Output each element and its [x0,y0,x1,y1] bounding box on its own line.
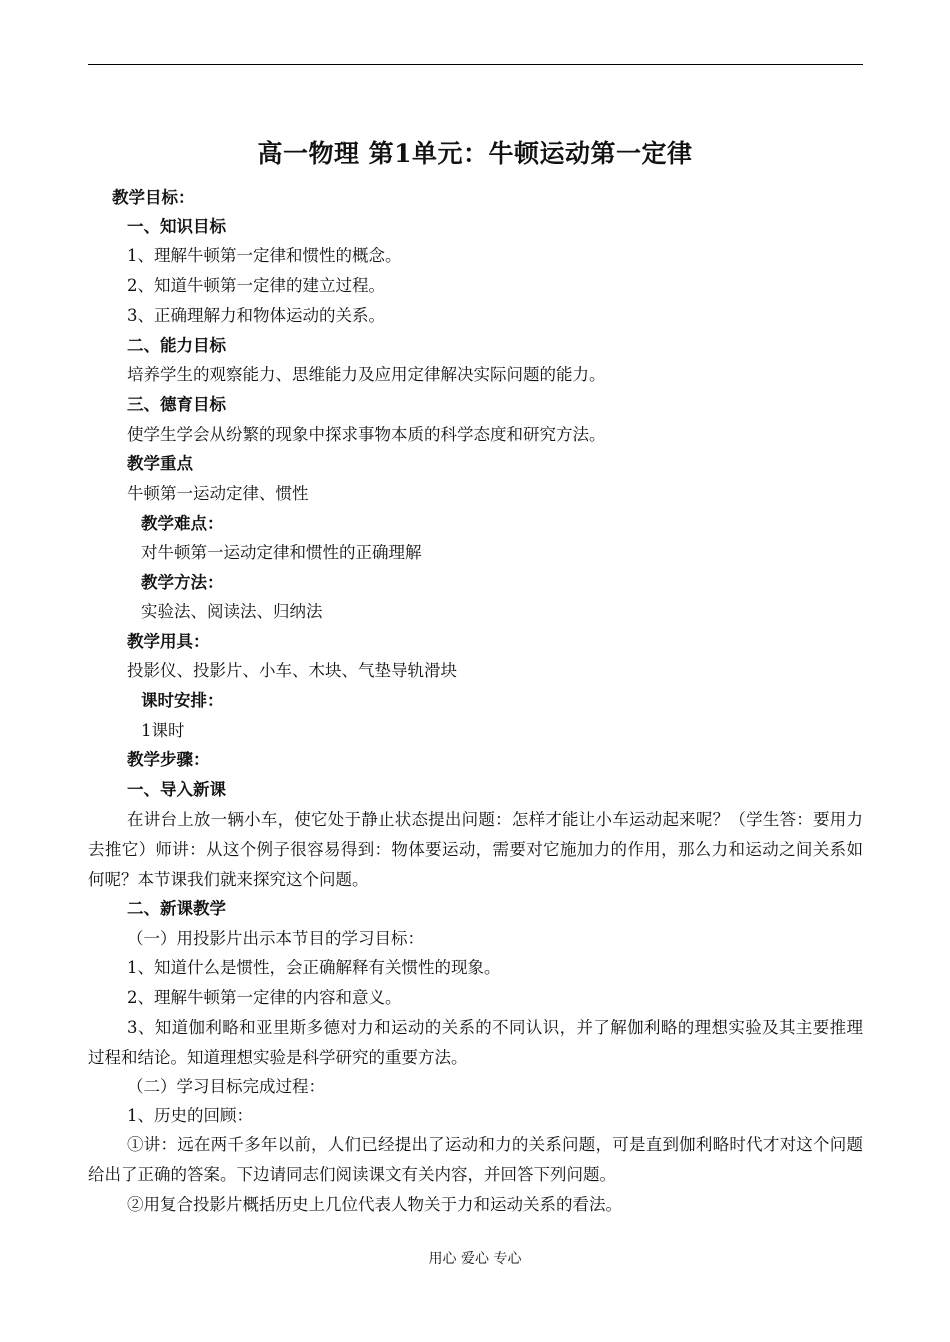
page-title: 高一物理 第1单元：牛顿运动第一定律 [257,139,693,168]
knowledge-item-2: 2、知道牛顿第一定律的建立过程。 [127,276,385,295]
page-footer: 用心 爱心 专心 [428,1251,522,1267]
heading-difficulty: 教学难点： [141,514,224,533]
difficulty-text: 对牛顿第一运动定律和惯性的正确理解 [141,543,422,562]
schedule-text: 1课时 [141,721,185,740]
knowledge-item-1: 1、理解牛顿第一定律和惯性的概念。 [127,246,402,265]
tools-text: 投影仪、投影片、小车、木块、气垫导轨滑块 [127,661,457,680]
heading-ability: 二、能力目标 [127,336,226,355]
key-point-text: 牛顿第一运动定律、惯性 [127,484,309,503]
goal-item-1: 1、知道什么是惯性，会正确解释有关惯性的现象。 [127,958,501,977]
heading-tools: 教学用具： [127,632,210,651]
history-paragraph: ①讲：远在两千多年以前，人们已经提出了运动和力的关系问题，可是直到伽利略时代才对这个问题给出了正确的答案。下边请同志们阅读课文有关内容，并回答下列问题。 [88,1135,863,1184]
header-rule [88,64,863,65]
heading-new-lesson: 二、新课教学 [127,899,226,918]
heading-key-point: 教学重点 [127,454,193,473]
history-item-2: ②用复合投影片概括历史上几位代表人物关于力和运动关系的看法。 [127,1195,622,1214]
knowledge-item-3: 3、正确理解力和物体运动的关系。 [127,306,385,325]
ability-text: 培养学生的观察能力、思维能力及应用定律解决实际问题的能力。 [127,365,606,384]
subheading-goals: （一）用投影片出示本节目的学习目标： [127,929,424,948]
heading-steps: 教学步骤： [127,750,210,769]
heading-schedule: 课时安排： [141,691,224,710]
moral-text: 使学生学会从纷繁的现象中探求事物本质的科学态度和研究方法。 [127,425,606,444]
goal-item-3: 3、知道伽利略和亚里斯多德对力和运动的关系的不同认识，并了解伽利略的理想实验及其主要推理过程和结论。知道理想实验是科学研究的重要方法。 [88,1018,863,1067]
history-heading: 1、历史的回顾： [127,1106,253,1125]
heading-method: 教学方法： [141,573,224,592]
goal-item-2: 2、理解牛顿第一定律的内容和意义。 [127,988,402,1007]
heading-objectives: 教学目标： [112,188,195,207]
method-text: 实验法、阅读法、归纳法 [141,602,323,621]
heading-moral: 三、德育目标 [127,395,226,414]
heading-knowledge: 一、知识目标 [127,217,226,236]
heading-intro: 一、导入新课 [127,780,226,799]
subheading-process: （二）学习目标完成过程： [127,1077,325,1096]
intro-paragraph: 在讲台上放一辆小车，使它处于静止状态提出问题：怎样才能让小车运动起来呢？（学生答：要用力去推它）师讲：从这个例子很容易得到：物体要运动，需要对它施加力的作用，那么力和运动之间关系如何呢？本节课我们就来探究这个问题。 [88,810,863,889]
